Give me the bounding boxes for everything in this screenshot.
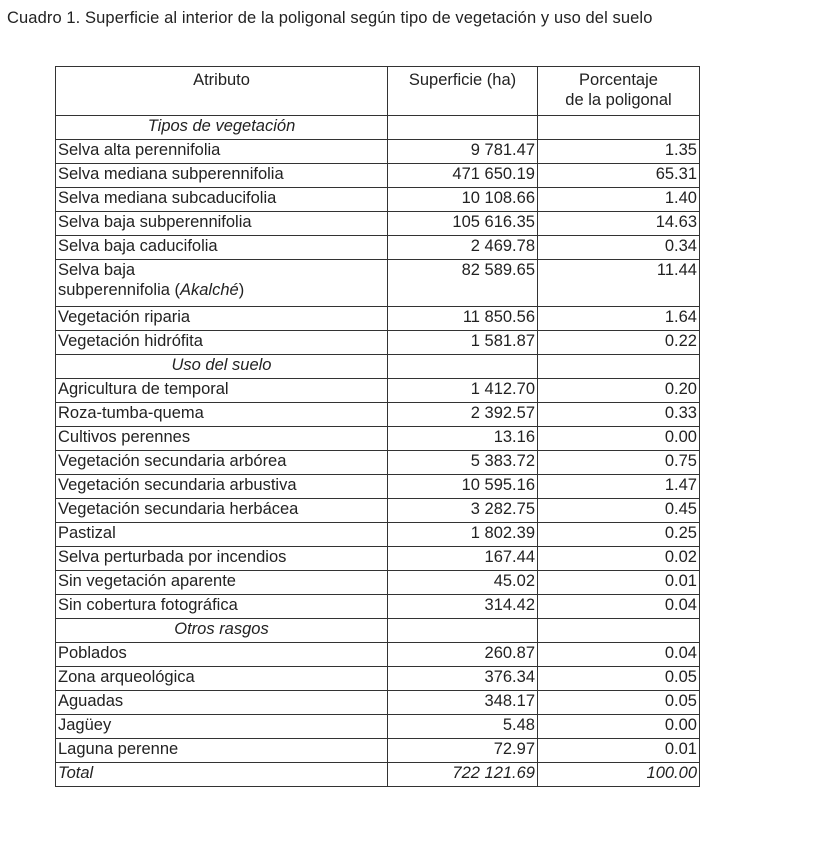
- table-row: [56, 331, 700, 355]
- row-name: Roza-tumba-quema: [56, 403, 388, 427]
- row-name: Selva mediana subperennifolia: [56, 164, 388, 188]
- row-name: Vegetación secundaria arbustiva: [56, 475, 388, 499]
- row-area: 2 469.78: [388, 236, 538, 260]
- header-row: [56, 67, 700, 116]
- row-name: [56, 260, 388, 307]
- row-area: 11 850.56: [388, 307, 538, 331]
- table-row: [56, 595, 700, 619]
- table-row: [56, 427, 700, 451]
- row-area: 1 581.87: [388, 331, 538, 355]
- row-area: 72.97: [388, 739, 538, 763]
- row-percent: 0.05: [538, 691, 700, 715]
- table-row: [56, 739, 700, 763]
- row-area: 1 802.39: [388, 523, 538, 547]
- table-row: [56, 715, 700, 739]
- row-area: 13.16: [388, 427, 538, 451]
- row-percent: 0.45: [538, 499, 700, 523]
- row-percent: 0.00: [538, 427, 700, 451]
- section-header-row: [56, 116, 700, 140]
- row-name: Sin vegetación aparente: [56, 571, 388, 595]
- row-area: 9 781.47: [388, 140, 538, 164]
- row-name: Vegetación secundaria herbácea: [56, 499, 388, 523]
- row-name: Sin cobertura fotográfica: [56, 595, 388, 619]
- table-row: [56, 212, 700, 236]
- table-row: [56, 236, 700, 260]
- row-area: 471 650.19: [388, 164, 538, 188]
- row-name: Jagüey: [56, 715, 388, 739]
- row-name-end: ): [238, 281, 245, 299]
- row-name: Selva mediana subcaducifolia: [56, 188, 388, 212]
- row-area: 10 595.16: [388, 475, 538, 499]
- table-row: [56, 499, 700, 523]
- row-area: 10 108.66: [388, 188, 538, 212]
- row-area: 2 392.57: [388, 403, 538, 427]
- table-row: [56, 403, 700, 427]
- row-percent: 1.47: [538, 475, 700, 499]
- vegetation-table: [55, 66, 700, 787]
- row-area: 3 282.75: [388, 499, 538, 523]
- row-percent: 0.33: [538, 403, 700, 427]
- row-name: Pastizal: [56, 523, 388, 547]
- total-row: [56, 763, 700, 787]
- row-percent: 0.04: [538, 643, 700, 667]
- row-percent: 0.00: [538, 715, 700, 739]
- section-title: Otros rasgos: [56, 619, 388, 643]
- row-name: Selva perturbada por incendios: [56, 547, 388, 571]
- table-row: [56, 643, 700, 667]
- row-area: 1 412.70: [388, 379, 538, 403]
- table-row: [56, 188, 700, 212]
- row-name: Poblados: [56, 643, 388, 667]
- row-percent: 65.31: [538, 164, 700, 188]
- table-row: [56, 260, 700, 307]
- header-percent-line2: de la poligonal: [565, 91, 672, 109]
- row-percent: 0.34: [538, 236, 700, 260]
- row-area: 82 589.65: [388, 260, 538, 307]
- row-percent: 0.02: [538, 547, 700, 571]
- row-name: Vegetación riparia: [56, 307, 388, 331]
- section-header-row: [56, 619, 700, 643]
- row-name: Selva baja caducifolia: [56, 236, 388, 260]
- row-name: Vegetación hidrófita: [56, 331, 388, 355]
- row-name: Selva baja subperennifolia: [56, 212, 388, 236]
- row-area: 376.34: [388, 667, 538, 691]
- row-area: 5.48: [388, 715, 538, 739]
- header-percent-line1: Porcentaje: [579, 71, 658, 89]
- row-name: Agricultura de temporal: [56, 379, 388, 403]
- total-area: 722 121.69: [388, 763, 538, 787]
- row-percent: 14.63: [538, 212, 700, 236]
- table-row: [56, 547, 700, 571]
- row-percent: 0.01: [538, 571, 700, 595]
- section-title: Tipos de vegetación: [56, 116, 388, 140]
- row-area: 260.87: [388, 643, 538, 667]
- row-area: 348.17: [388, 691, 538, 715]
- row-area: 105 616.35: [388, 212, 538, 236]
- row-name: Selva alta perennifolia: [56, 140, 388, 164]
- row-area: 45.02: [388, 571, 538, 595]
- row-name-line1: Selva baja: [58, 261, 136, 279]
- row-name: Aguadas: [56, 691, 388, 715]
- row-name-line2: subperennifolia (: [58, 281, 180, 299]
- row-name: Zona arqueológica: [56, 667, 388, 691]
- row-name: Cultivos perennes: [56, 427, 388, 451]
- table-row: [56, 140, 700, 164]
- total-percent: 100.00: [538, 763, 700, 787]
- row-percent: 0.25: [538, 523, 700, 547]
- table-row: [56, 523, 700, 547]
- row-name-italic: Akalché: [180, 281, 239, 299]
- row-area: 314.42: [388, 595, 538, 619]
- table-row: [56, 379, 700, 403]
- table-row: [56, 164, 700, 188]
- row-name: Laguna perenne: [56, 739, 388, 763]
- total-label: Total: [56, 763, 388, 787]
- row-percent: 0.75: [538, 451, 700, 475]
- row-percent: 1.64: [538, 307, 700, 331]
- header-area: Superficie (ha): [388, 67, 538, 116]
- header-percent: [538, 67, 700, 116]
- table-row: [56, 451, 700, 475]
- row-percent: 0.22: [538, 331, 700, 355]
- table-caption: Cuadro 1. Superficie al interior de la poligonal según tipo de vegetación y uso del suelo: [7, 9, 653, 27]
- row-percent: 0.01: [538, 739, 700, 763]
- section-title: Uso del suelo: [56, 355, 388, 379]
- row-area: 167.44: [388, 547, 538, 571]
- table-row: [56, 475, 700, 499]
- row-name: Vegetación secundaria arbórea: [56, 451, 388, 475]
- row-percent: 1.40: [538, 188, 700, 212]
- row-percent: 1.35: [538, 140, 700, 164]
- row-area: 5 383.72: [388, 451, 538, 475]
- section-header-row: [56, 355, 700, 379]
- row-percent: 11.44: [538, 260, 700, 307]
- table-row: [56, 307, 700, 331]
- header-attribute: Atributo: [56, 67, 388, 116]
- row-percent: 0.04: [538, 595, 700, 619]
- row-percent: 0.05: [538, 667, 700, 691]
- table-row: [56, 667, 700, 691]
- table-row: [56, 571, 700, 595]
- row-percent: 0.20: [538, 379, 700, 403]
- table-row: [56, 691, 700, 715]
